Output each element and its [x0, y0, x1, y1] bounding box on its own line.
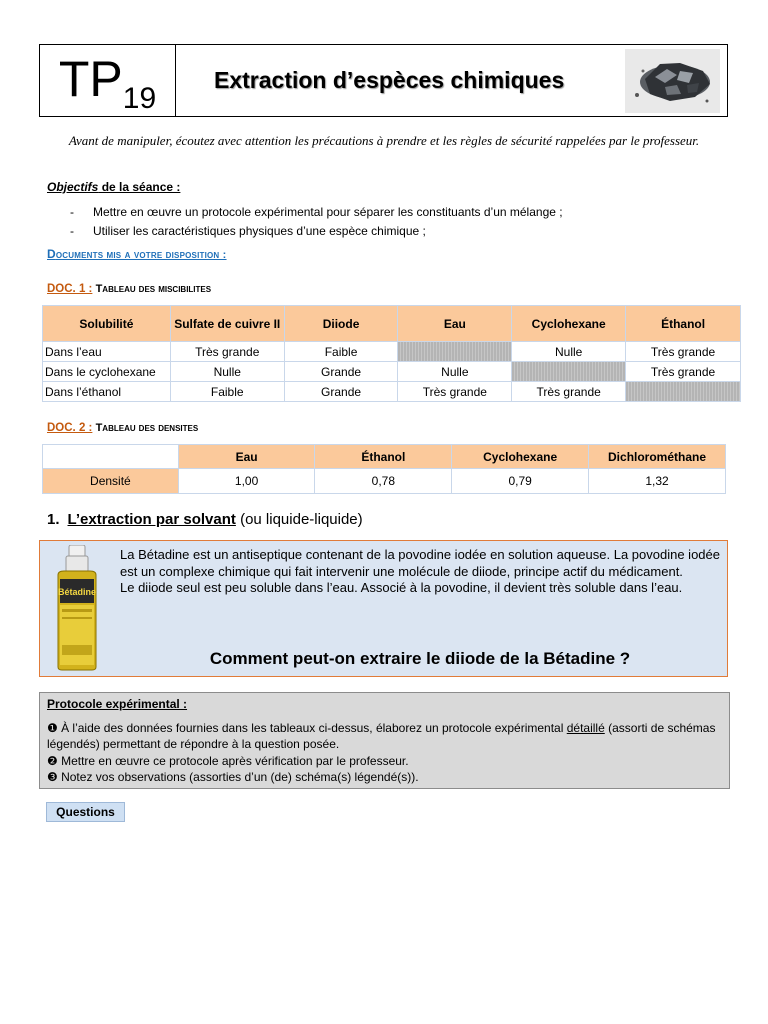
column-header: Sulfate de cuivre II — [170, 306, 284, 342]
betadine-paragraph: La Bétadine est un antiseptique contenant de la povodine iodée en solution aqueuse. La povodine iodée est un complexe chimique qui fait intervenir une molécule de diiode, principe actif du médicament. — [120, 547, 720, 579]
main-question: Comment peut-on extraire le diiode de la Bétadine ? — [209, 649, 631, 668]
table-cell: 1,00 — [178, 469, 315, 494]
protocol-step: ❶ À l’aide des données fournies dans les tableaux ci-dessus, élaborez un protocole expérimental détaillé (assorti de schémas légendés) permettant de répondre à la question posée. — [47, 720, 716, 751]
empty-header-cell — [43, 445, 179, 469]
table-cell: 1,32 — [589, 469, 726, 494]
table-cell: 0,79 — [452, 469, 589, 494]
objectives-title-word: Objectifs — [47, 180, 99, 194]
table-cell: Très grande — [398, 382, 512, 402]
tp-number: 19 — [122, 82, 157, 115]
section-heading — [47, 511, 363, 528]
table-cell: Grande — [284, 382, 398, 402]
density-table — [42, 444, 726, 494]
safety-intro: Avant de manipuler, écoutez avec attention les précautions à prendre et les règles de sécurité rappelées par le professeur. — [68, 133, 700, 148]
iodine-crystals-image — [625, 49, 720, 113]
objective-item: - Mettre en œuvre un protocole expérimental pour séparer les constituants d’un mélange ; — [70, 205, 563, 219]
documents-title: Documents mis a votre disposition : — [47, 247, 227, 261]
doc1-label — [47, 283, 211, 295]
column-header: Eau — [178, 445, 315, 469]
column-header: Diiode — [284, 306, 398, 342]
table-row — [43, 469, 726, 494]
objectives-list — [70, 203, 563, 241]
objectives-title — [47, 180, 180, 194]
row-label: Dans le cyclohexane — [43, 362, 171, 382]
betadine-paragraph: Le diiode seul est peu soluble dans l’eau. Associé à la povodine, il devient très soluble dans l’eau. — [120, 580, 683, 595]
hatched-cell — [512, 362, 626, 382]
miscibility-table — [42, 305, 741, 402]
table-cell: Faible — [284, 342, 398, 362]
column-header: Dichlorométhane — [589, 445, 726, 469]
table-cell: Nulle — [398, 362, 512, 382]
protocol-title: Protocole expérimental : — [47, 697, 188, 711]
doc2-name: Tableau des densites — [95, 422, 199, 434]
row-label: Dans l’éthanol — [43, 382, 171, 402]
tp-label: TP — [58, 51, 123, 107]
doc1-number: DOC. 1 : — [47, 283, 93, 295]
table-cell: Grande — [284, 362, 398, 382]
section-subtitle: (ou liquide-liquide) — [240, 511, 363, 528]
section-title: L’extraction par solvant — [67, 511, 236, 528]
table-row — [43, 362, 741, 382]
protocol-step: ❸ Notez vos observations (assorties d’un (de) schéma(s) légendé(s)). — [47, 770, 419, 784]
page-title: Extraction d’espèces chimiques — [214, 67, 565, 93]
row-label: Densité — [43, 469, 179, 494]
row-label: Dans l’eau — [43, 342, 171, 362]
betadine-description — [120, 547, 720, 597]
column-header: Solubilité — [43, 306, 171, 342]
table-row — [43, 382, 741, 402]
column-header: Cyclohexane — [452, 445, 589, 469]
doc2-label — [47, 422, 198, 434]
table-cell: Nulle — [512, 342, 626, 362]
protocol-box — [39, 692, 730, 789]
table-cell: Nulle — [170, 362, 284, 382]
table-row — [43, 342, 741, 362]
column-header: Éthanol — [315, 445, 452, 469]
column-header: Cyclohexane — [512, 306, 626, 342]
table-header-row — [43, 306, 741, 342]
table-cell: 0,78 — [315, 469, 452, 494]
hatched-cell — [398, 342, 512, 362]
column-header: Eau — [398, 306, 512, 342]
questions-button[interactable]: Questions — [46, 802, 125, 822]
betadine-context-box — [39, 540, 728, 677]
table-cell: Faible — [170, 382, 284, 402]
bottle-label: Bétadine — [57, 587, 97, 597]
table-cell: Très grande — [626, 342, 741, 362]
table-header-row — [43, 445, 726, 469]
objective-item: - Utiliser les caractéristiques physiques d’une espèce chimique ; — [70, 224, 426, 238]
objectives-title-rest: de la séance : — [98, 180, 181, 194]
hatched-cell — [626, 382, 741, 402]
table-cell: Très grande — [170, 342, 284, 362]
protocol-step: ❷ Mettre en œuvre ce protocole après vérification par le professeur. — [47, 753, 409, 768]
doc1-name: Tableau des miscibilites — [95, 283, 212, 295]
worksheet-header — [39, 44, 728, 117]
column-header: Éthanol — [626, 306, 741, 342]
tp-number-cell — [40, 45, 176, 116]
doc2-number: DOC. 2 : — [47, 422, 93, 434]
betadine-bottle-image — [52, 545, 102, 671]
table-cell: Très grande — [626, 362, 741, 382]
table-cell: Très grande — [512, 382, 626, 402]
section-number: 1. — [47, 511, 60, 528]
